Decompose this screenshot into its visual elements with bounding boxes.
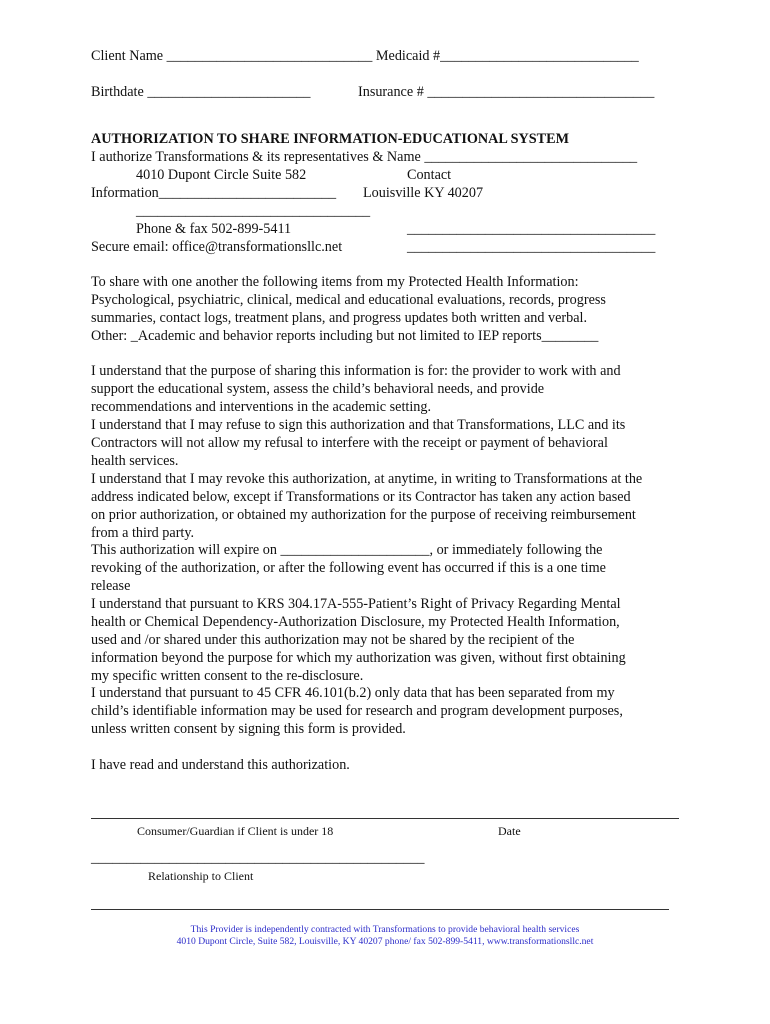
body-line: I understand that I may revoke this authorization, at anytime, in writing to Transformations at the xyxy=(91,471,643,487)
body-line: used and /or shared under this authorization may not be shared by the recipient of the xyxy=(91,632,575,648)
body-line: health services. xyxy=(91,453,179,469)
authorize-line: I authorize Transformations & its representatives & Name ______________________________ xyxy=(91,149,638,165)
body-line: recommendations and interventions in the academic setting. xyxy=(91,399,432,415)
relationship-label: Relationship to Client xyxy=(148,869,254,883)
client-name-medicaid-line: Client Name _____________________________ Medicaid #____________________________ xyxy=(91,48,639,64)
body-line: information beyond the purpose for which my authorization was given, without first obtaining xyxy=(91,650,626,666)
body-line: support the educational system, assess the child’s behavioral needs, and provide xyxy=(91,381,545,397)
body-line: my specific written consent to the re-disclosure. xyxy=(91,668,364,684)
consumer-guardian-label: Consumer/Guardian if Client is under 18 xyxy=(137,824,334,838)
insurance-line: Insurance # ________________________________ xyxy=(358,84,655,100)
right-blank-line-1: ___________________________________ xyxy=(407,221,656,237)
address-line: 4010 Dupont Circle Suite 582 xyxy=(136,167,307,183)
body-line: I understand that the purpose of sharing this information is for: the provider to work with and xyxy=(91,363,621,379)
footer-divider xyxy=(91,909,669,910)
body-line: on prior authorization, or obtained my authorization for the purpose of receiving reimbursement xyxy=(91,507,636,523)
email-line: Secure email: office@transformationsllc.net xyxy=(91,239,343,255)
body-line: Contractors will not allow my refusal to interfere with the receipt or payment of behavioral xyxy=(91,435,608,451)
body-line: I understand that pursuant to 45 CFR 46.101(b.2) only data that has been separated from my xyxy=(91,685,615,701)
body-line: revoking of the authorization, or after the following event has occurred if this is a one time xyxy=(91,560,606,576)
footer-address: 4010 Dupont Circle, Suite 582, Louisville, KY 40207 phone/ fax 502-899-5411, www.transformationsllc.net xyxy=(176,936,594,947)
share-line: Other: _Academic and behavior reports including but not limited to IEP reports________ xyxy=(91,328,599,344)
body-line: health or Chemical Dependency-Authorization Disclosure, my Protected Health Information, xyxy=(91,614,620,630)
body-line: I understand that I may refuse to sign this authorization and that Transformations, LLC and its xyxy=(91,417,626,433)
body-line: I understand that pursuant to KRS 304.17A-555-Patient’s Right of Privacy Regarding Mental xyxy=(91,596,621,612)
city-line: Louisville KY 40207 xyxy=(363,185,484,201)
body-line: from a third party. xyxy=(91,525,195,541)
share-line: summaries, contact logs, treatment plans, and progress updates both written and verbal. xyxy=(91,310,588,326)
acknowledgement-line: I have read and understand this authorization. xyxy=(91,757,350,773)
right-blank-line-2: ___________________________________ xyxy=(407,239,656,255)
share-line: Psychological, psychiatric, clinical, medical and educational evaluations, records, progress xyxy=(91,292,606,308)
body-line: address indicated below, except if Transformations or its Contractor has taken any action based xyxy=(91,489,631,505)
body-line: unless written consent by signing this form is provided. xyxy=(91,721,406,737)
phone-line: Phone & fax 502-899-5411 xyxy=(136,221,292,237)
footer-provider-note: This Provider is independently contracted with Transformations to provide behavioral health services xyxy=(190,924,580,935)
signature-line xyxy=(91,818,679,819)
form-title: AUTHORIZATION TO SHARE INFORMATION-EDUCATIONAL SYSTEM xyxy=(91,131,569,147)
information-line: Information_________________________ xyxy=(91,185,337,201)
date-label: Date xyxy=(498,824,521,838)
share-line: To share with one another the following items from my Protected Health Information: xyxy=(91,274,579,290)
relationship-line: _______________________________________________ xyxy=(91,850,425,866)
body-line: release xyxy=(91,578,131,594)
birthdate-line: Birthdate _______________________ xyxy=(91,84,311,100)
blank-line: _________________________________ xyxy=(136,203,371,219)
contact-label: Contact xyxy=(407,167,452,183)
body-line: child’s identifiable information may be used for research and program development purposes, xyxy=(91,703,623,719)
body-line: This authorization will expire on _____________________, or immediately following the xyxy=(91,542,603,558)
